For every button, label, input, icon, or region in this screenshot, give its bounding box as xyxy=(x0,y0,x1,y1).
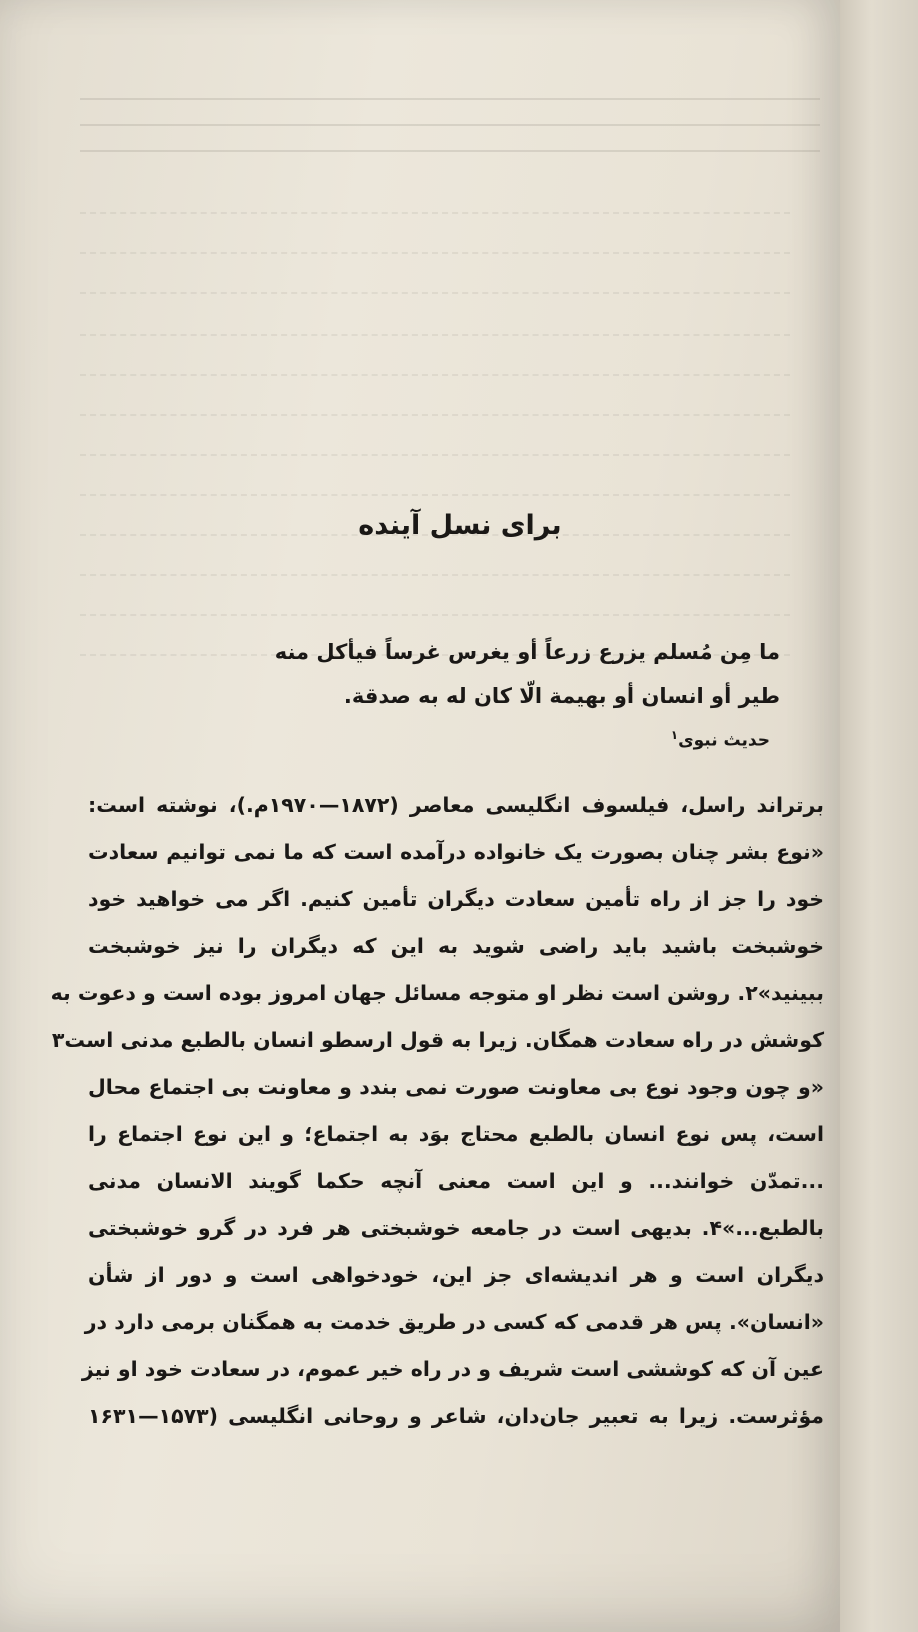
body-line: ببینید»۲. روشن است نظر او متوجه مسائل جهان امروز بوده است و دعوت به xyxy=(50,981,824,1005)
epigraph-attribution xyxy=(520,728,770,751)
body-line: مؤثرست. زیرا به تعبیر جان‌دان، شاعر و روحانی انگلیسی (۱۵۷۳—۱۶۳۱ xyxy=(88,1404,824,1428)
footnote-marker: ۱ xyxy=(670,728,679,742)
body-line: «نوع بشر چنان بصورت یک خانواده درآمده است که ما نمی توانیم سعادت xyxy=(88,840,824,864)
next-page-edge xyxy=(840,0,918,1632)
body-line: دیگران است و هر اندیشه‌ای جز این، خودخواهی است و دور از شأن xyxy=(88,1263,824,1287)
epigraph-line: ما مِن مُسلم یزرع زرعاً أو یغرس غرساً فیأکل منه xyxy=(274,640,780,664)
epigraph xyxy=(100,630,780,718)
body-line: «و چون وجود نوع بی معاونت صورت نمی بندد و معاونت بی اجتماع محال xyxy=(88,1075,824,1099)
body-line: کوشش در راه سعادت همگان. زیرا به قول ارسطو انسان بالطبع مدنی است۳ xyxy=(51,1028,824,1052)
body-line: برتراند راسل، فیلسوف انگلیسی معاصر (۱۸۷۲—۱۹۷۰م.)، نوشته است: xyxy=(88,793,824,817)
body-paragraph xyxy=(50,782,824,1440)
body-line: عین آن که کوششی است شریف و در راه خیر عموم، در سعادت خود او نیز xyxy=(81,1357,824,1381)
body-line: ...تمدّن خوانند... و این است معنی آنچه حکما گویند الانسان مدنی xyxy=(88,1169,824,1193)
epigraph-line: طیر أو انسان أو بهیمة الّا کان له به صدقة. xyxy=(343,684,780,708)
body-line: است، پس نوع انسان بالطبع محتاج بوَد به اجتماع؛ و این نوع اجتماع را xyxy=(88,1122,824,1146)
attribution-text: حدیث نبوی xyxy=(678,730,770,751)
body-line: «انسان». پس هر قدمی که کسی در طریق خدمت به همگنان برمی دارد در xyxy=(84,1310,824,1334)
chapter-title: برای نسل آینده xyxy=(358,510,562,541)
body-line: خود را جز از راه تأمین سعادت دیگران تأمین کنیم. اگر می خواهید خود xyxy=(88,887,824,911)
body-line: بالطبع...»۴. بدیهی است در جامعه خوشبختی هر فرد در گرو خوشبختی xyxy=(88,1216,824,1240)
body-line: خوشبخت باشید باید راضی شوید به این که دیگران را نیز خوشبخت xyxy=(88,934,824,958)
